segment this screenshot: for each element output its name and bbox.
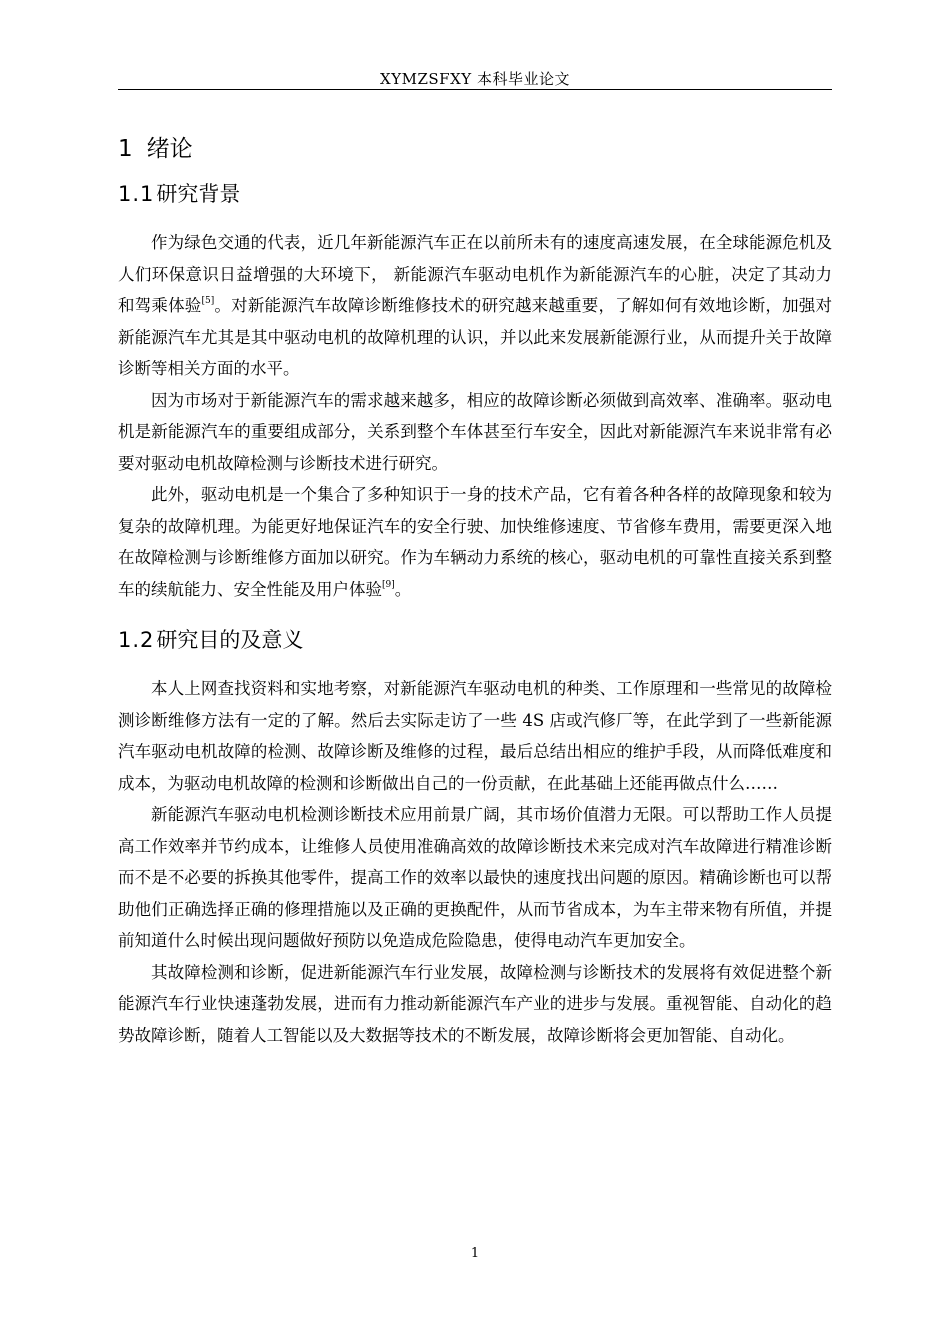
section-1-1-body (118, 227, 832, 605)
paragraph (118, 385, 832, 480)
paragraph: 新能源汽车驱动电机检测诊断技术应用前景广阔，其市场价值潜力无限。可以帮助工作人员提高工作效率并节约成本，让维修人员使用准确高效的故障诊断技术来完成对汽车故障进行精准诊断而不是不必要的拆换其他零件，提高工作的效率以最快的速度找出问题的原因。精确诊断也可以帮助他们正确选择正确的修理措施以及正确的更换配件，从而节省成本，为车主带来物有所值，并提前知道什么时候出现问题做好预防以免造成危险隐患，使得电动汽车更加安全。 (118, 805, 832, 950)
paragraph-text: 。对新能源汽车故障诊断维修技术的研究越来越重要，了解如何有效地诊断，加强对新能源汽车尤其是其中驱动电机的故障机理的认识，并以此来发展新能源行业，从而提升关于故障诊断等相关方面的水平。 (118, 296, 833, 378)
running-header: XYMZSFXY 本科毕业论文 (380, 70, 570, 88)
paragraph (118, 227, 832, 385)
section-number: 1.2 (118, 628, 155, 652)
paragraph: 本人上网查找资料和实地考察，对新能源汽车驱动电机的种类、工作原理和一些常见的故障检测诊断维修方法有一定的了解。然后去实际走访了一些 4S 店或汽修厂等，在此学到了一些新能源汽车驱动电机故障的检测、故障诊断及维修的过程，最后总结出相应的维护手段，从而降低难度和成本，为驱动电机故障的检测和诊断做出自己的一份贡献，在此基础上还能再做点什么…… (118, 679, 832, 793)
paragraph-text: 。 (394, 579, 412, 599)
chapter-title-text: 绪论 (146, 136, 193, 162)
paragraph-text: 因为市场对于新能源汽车的需求越来越多，相应的故障诊断必须做到高效率、准确率。驱动电机是新能源汽车的重要组成部分，关系到整个车体甚至行车安全，因此对新能源汽车来说非常有必要对驱动电机故障检测与诊断技术进行研究。 (118, 390, 832, 473)
chapter-title (118, 134, 193, 164)
chapter-number: 1 (118, 136, 133, 162)
section-title-1-1 (118, 180, 240, 208)
citation: [9] (382, 579, 395, 590)
paragraph: 其故障检测和诊断，促进新能源汽车行业发展，故障检测与诊断技术的发展将有效促进整个新能源汽车行业快速蓬勃发展，进而有力推动新能源汽车产业的进步与发展。重视智能、自动化的趋势故障诊断，随着人工智能以及大数据等技术的不断发展，故障诊断将会更加智能、自动化。 (118, 962, 832, 1045)
paragraph (118, 479, 832, 605)
page-number: 1 (470, 1246, 480, 1261)
section-title-text: 研究目的及意义 (156, 628, 304, 652)
section-title-1-2 (118, 626, 303, 654)
section-1-2-body (118, 673, 832, 1051)
header-rule (118, 89, 832, 90)
paragraph-text: 作为绿色交通的代表，近几年新能源汽车正在以前所未有的速度高速发展，在全球能源危机及人们环保意识日益增强的大环境下， 新能源汽车驱动电机作为新能源汽车的心脏，决定了其动力和驾乘体验 (118, 233, 832, 315)
section-number: 1.1 (118, 182, 155, 206)
section-title-text: 研究背景 (156, 182, 241, 206)
paragraph-text: 此外，驱动电机是一个集合了多种知识于一身的技术产品，它有着各种各样的故障现象和较为复杂的故障机理。为能更好地保证汽车的安全行驶、加快维修速度、节省修车费用，需要更深入地在故障检测与诊断维修方面加以研究。作为车辆动力系统的核心，驱动电机的可靠性直接关系到整车的续航能力、安全性能及用户体验 (118, 485, 832, 599)
citation: [5] (201, 296, 215, 306)
